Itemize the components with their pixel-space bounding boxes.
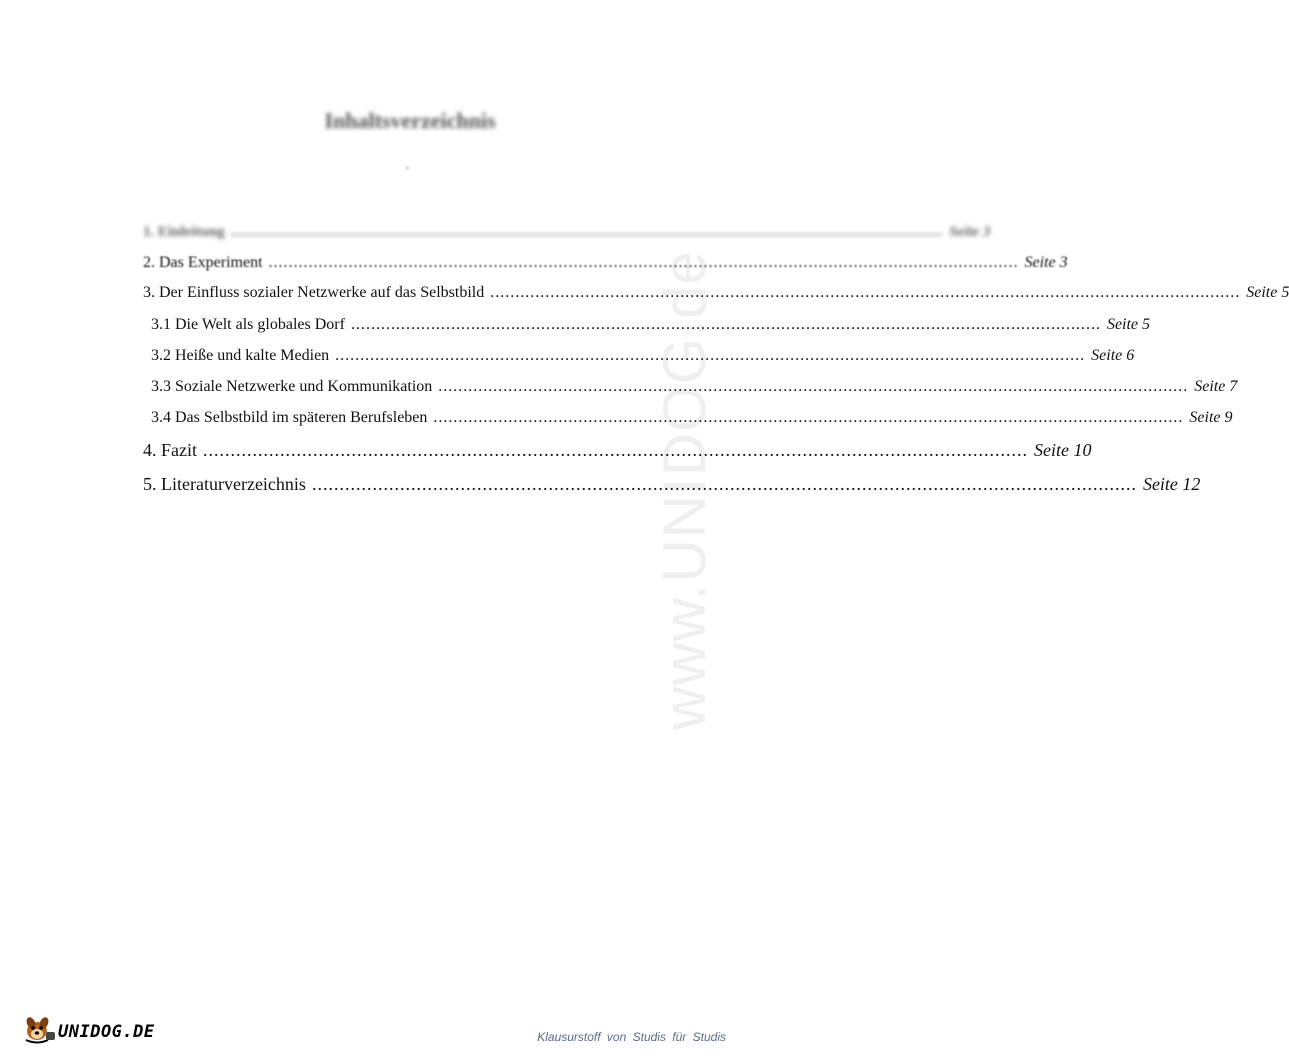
toc-entry-3-2[interactable] (151, 347, 1135, 365)
toc-entry-4[interactable] (143, 440, 1092, 461)
toc-entry-page: Seite 5 (1246, 284, 1289, 301)
toc-entry-label: 3.1 Die Welt als globales Dorf (151, 316, 345, 333)
logo-text: UNIDOG.DE (58, 1021, 155, 1042)
dog-icon (22, 1014, 56, 1049)
toc-entry-2[interactable] (143, 254, 1068, 272)
dot-leader: ...................................................................................................................................................... (335, 347, 1086, 364)
toc-entry-page: Seite 12 (1142, 474, 1201, 494)
toc-entry-label: 2. Das Experiment (143, 254, 263, 271)
dot-leader: ...................................................................................................................................................... (311, 474, 1137, 494)
toc-entry-label: 3.4 Das Selbstbild im späteren Berufsleben (151, 409, 428, 426)
toc-entry-label: 3. Der Einfluss sozialer Netzwerke auf das Selbstbild (143, 284, 485, 301)
dot-leader: ...................................................................................................................................................... (268, 254, 1019, 271)
toc-entry-3-3[interactable] (151, 378, 1238, 396)
page-title: Inhaltsverzeichnis (324, 108, 496, 133)
toc-entry-page: Seite 3 (949, 224, 991, 240)
toc-entry-page: Seite 6 (1091, 347, 1135, 364)
toc-entry-page: Seite 7 (1194, 378, 1238, 395)
toc-entry-5[interactable] (143, 474, 1201, 495)
toc-entry-label: 4. Fazit (143, 440, 197, 460)
footer-tagline: Klausurstoff von Studis für Studis (537, 1030, 726, 1044)
dot-leader: ...................................................................................................................................................... (490, 284, 1241, 301)
toc-entry-3-4[interactable] (151, 409, 1233, 427)
toc-entry-page: Seite 10 (1034, 440, 1092, 460)
toc-entry-3-1[interactable] (151, 316, 1151, 334)
dot-leader: ...................................................................................................................................................... (230, 224, 944, 240)
dot-leader: ...................................................................................................................................................... (350, 316, 1101, 333)
toc-entry-label: 3.2 Heiße und kalte Medien (151, 347, 330, 364)
toc-entry-label: 5. Literaturverzeichnis (143, 474, 306, 494)
dot-leader: ...................................................................................................................................................... (203, 440, 1028, 460)
toc-entry-1[interactable] (143, 224, 991, 241)
dot-leader: ...................................................................................................................................................... (433, 409, 1184, 426)
footer-logo[interactable] (22, 1014, 155, 1049)
toc-entry-page: Seite 5 (1106, 316, 1151, 333)
toc-entry-page: Seite 3 (1024, 254, 1068, 271)
toc-entry-page: Seite 9 (1189, 409, 1233, 426)
toc-entry-label: 3.3 Soziale Netzwerke und Kommunikation (151, 378, 433, 395)
toc-entry-label: 1. Einleitung (143, 224, 225, 240)
toc-entry-3[interactable] (143, 284, 1289, 302)
dot-leader: ...................................................................................................................................................... (438, 378, 1189, 395)
title-mark: - (405, 160, 410, 175)
watermark: www.UNIDOG.de (651, 250, 718, 730)
